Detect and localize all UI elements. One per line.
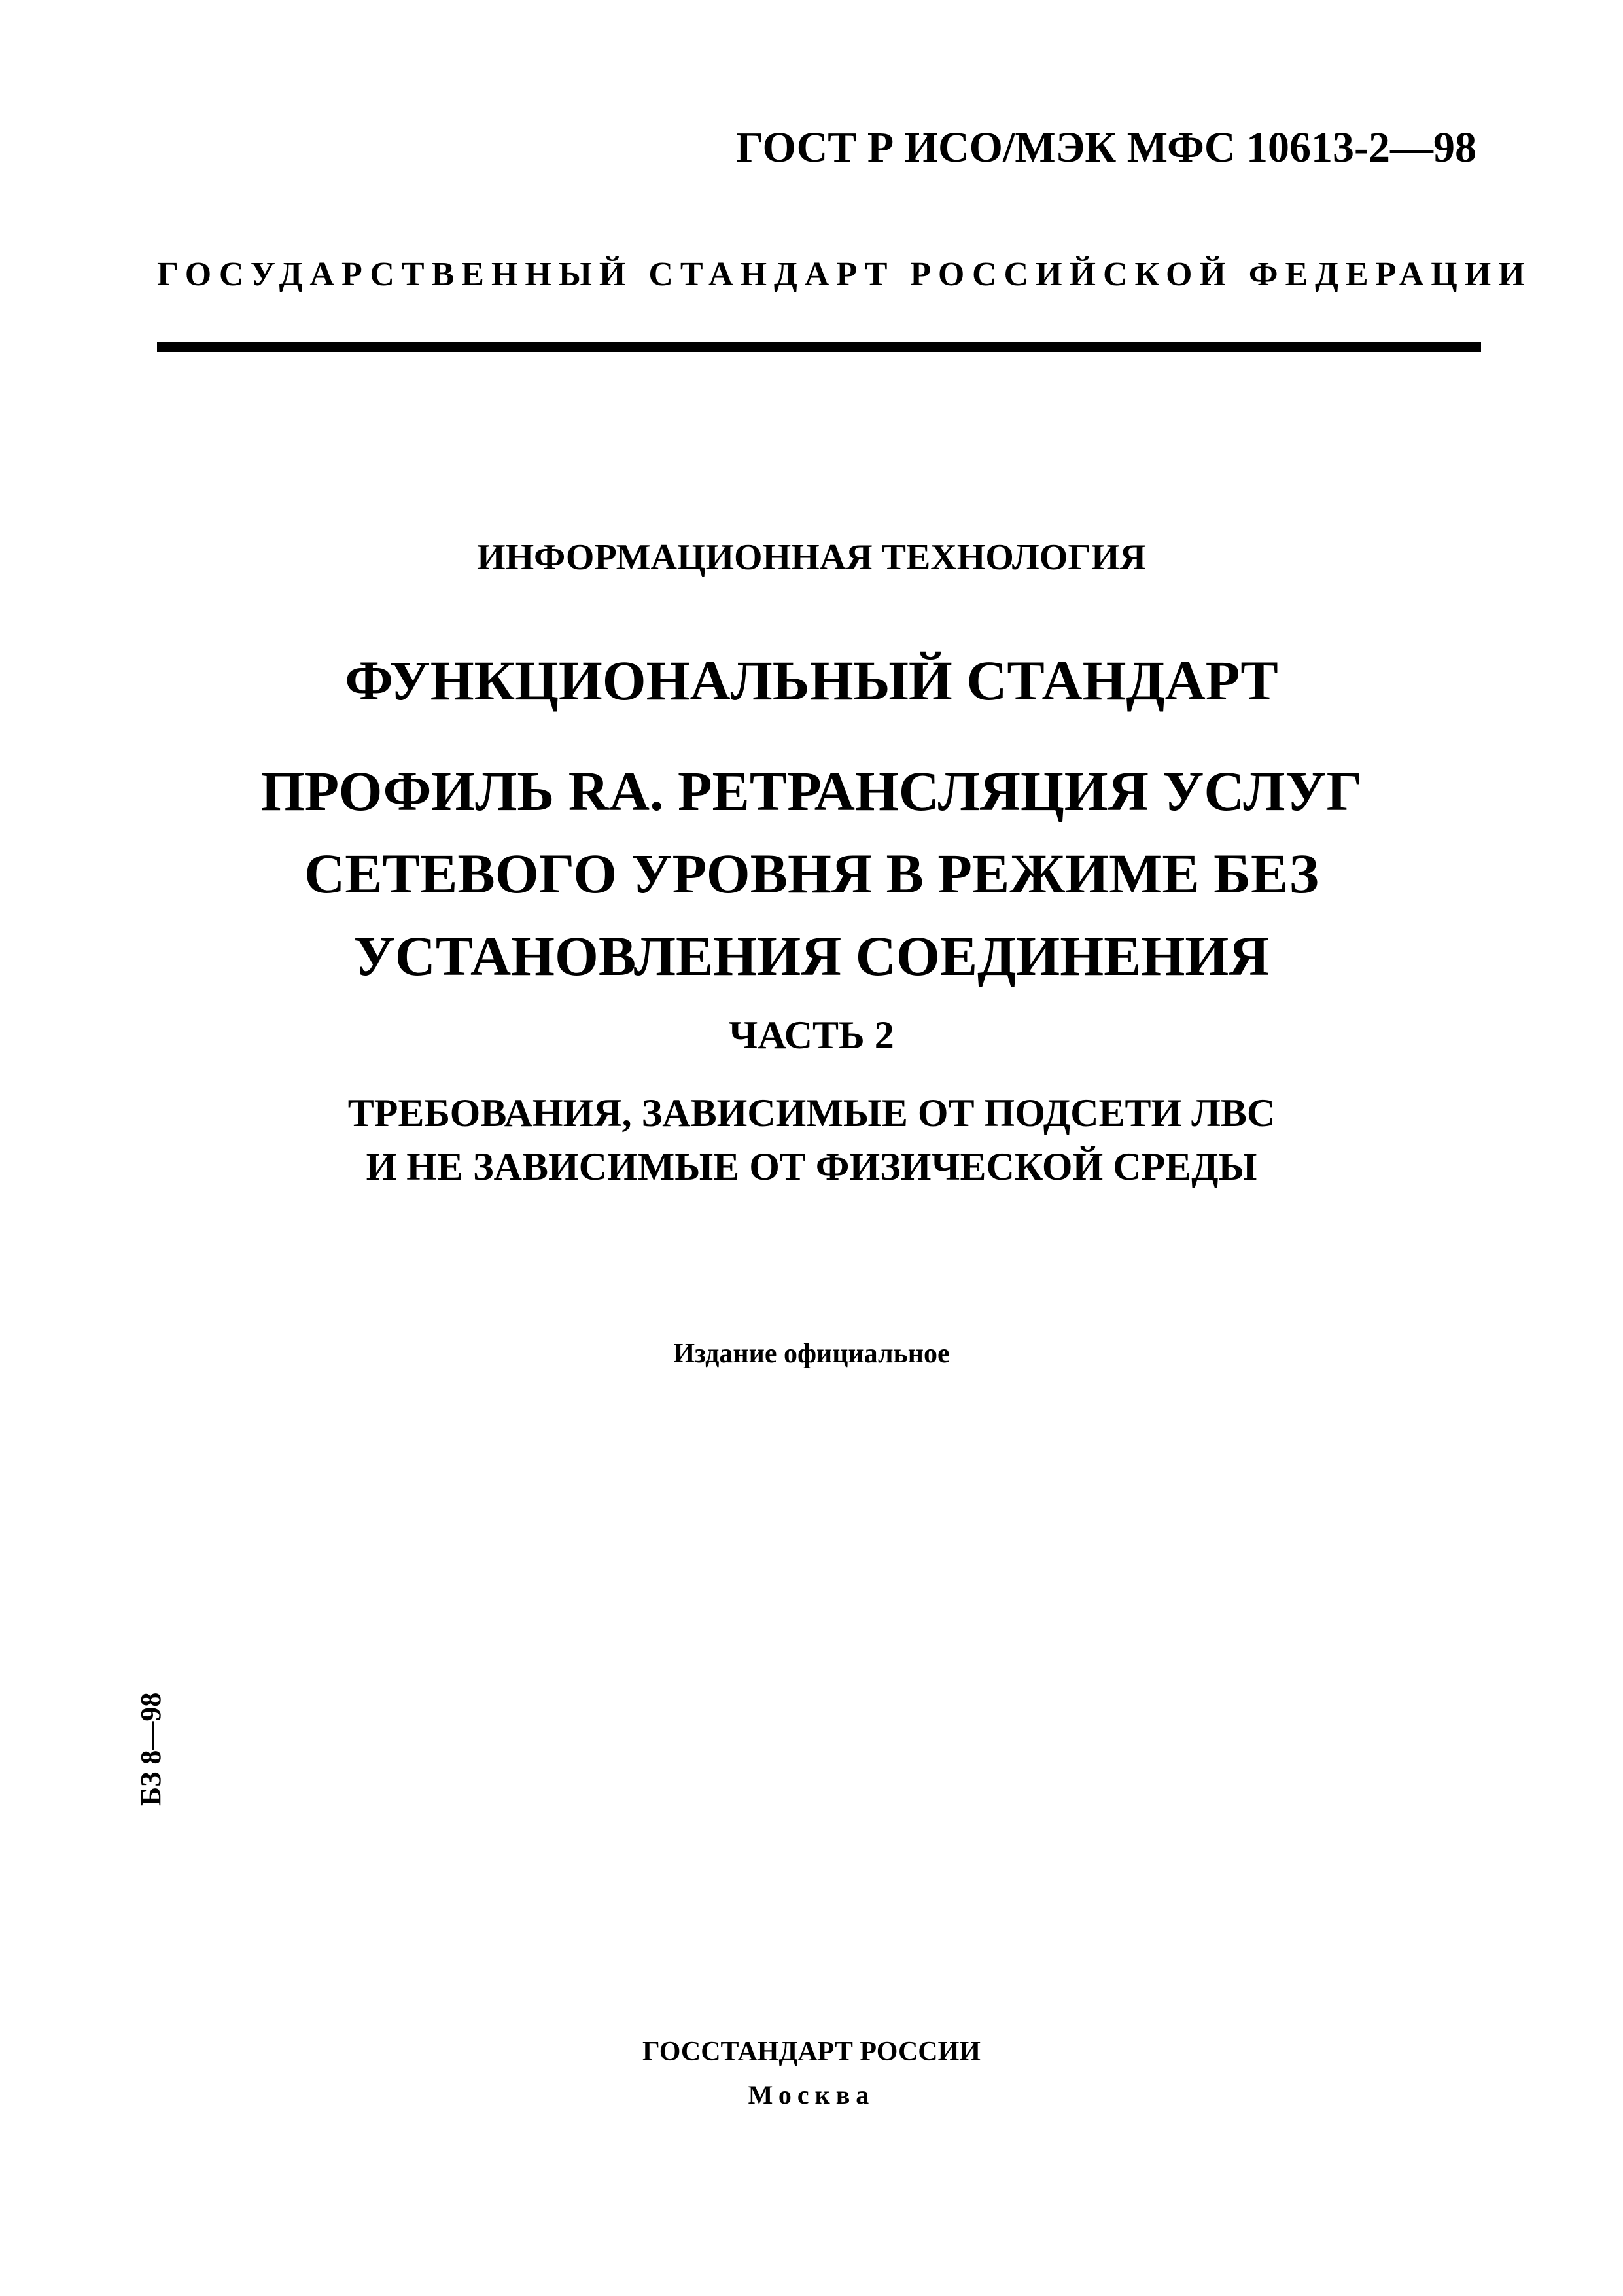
header-divider — [157, 342, 1481, 352]
functional-standard-title: ФУНКЦИОНАЛЬНЫЙ СТАНДАРТ — [345, 649, 1278, 712]
profile-title-line: СЕТЕВОГО УРОВНЯ В РЕЖИМЕ БЕЗ — [304, 842, 1319, 905]
document-number: ГОСТ Р ИСО/МЭК МФС 10613-2—98 — [736, 124, 1476, 171]
publisher: ГОССТАНДАРТ РОССИИ — [642, 2037, 981, 2067]
side-code: БЗ 8—98 — [135, 1692, 167, 1806]
requirements-subtitle — [0, 1086, 1623, 1193]
profile-title — [0, 750, 1623, 997]
edition-note: Издание официальное — [673, 1339, 950, 1369]
state-standard-heading: ГОСУДАРСТВЕННЫЙ СТАНДАРТ РОССИЙСКОЙ ФЕДЕРАЦИИ — [157, 256, 1532, 293]
profile-title-line: ПРОФИЛЬ RA. РЕТРАНСЛЯЦИЯ УСЛУГ — [260, 760, 1363, 822]
profile-title-line: УСТАНОВЛЕНИЯ СОЕДИНЕНИЯ — [353, 925, 1270, 987]
part-heading: ЧАСТЬ 2 — [729, 1014, 894, 1057]
requirements-line: И НЕ ЗАВИСИМЫЕ ОТ ФИЗИЧЕСКОЙ СРЕДЫ — [366, 1145, 1257, 1188]
requirements-line: ТРЕБОВАНИЯ, ЗАВИСИМЫЕ ОТ ПОДСЕТИ ЛВС — [347, 1091, 1276, 1135]
subject-heading: ИНФОРМАЦИОННАЯ ТЕХНОЛОГИЯ — [477, 537, 1146, 578]
publisher-city: Москва — [748, 2080, 875, 2110]
